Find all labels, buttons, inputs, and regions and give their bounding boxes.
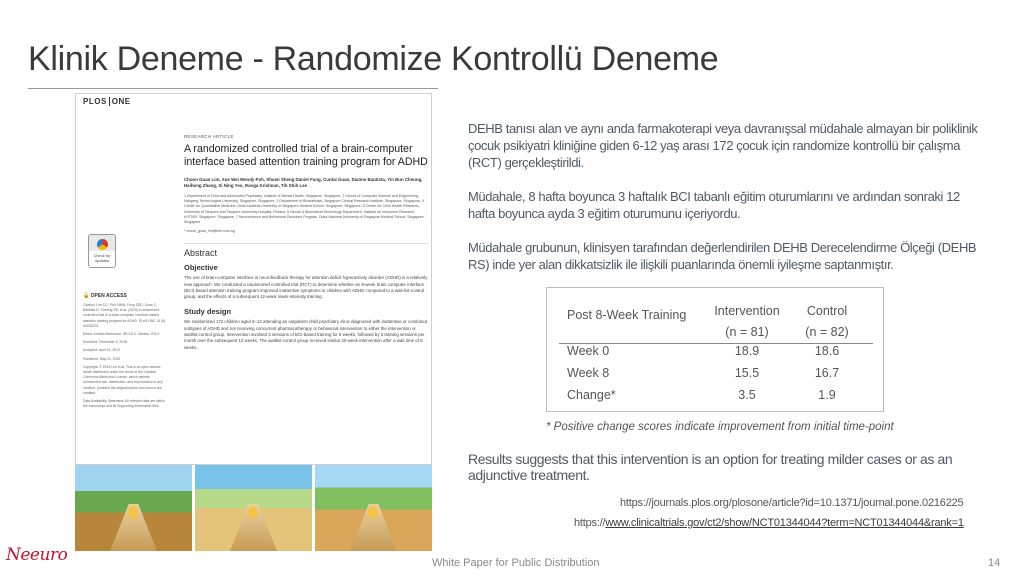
game-screenshot-3 (315, 465, 432, 551)
paper-received: Received: December 4, 2018 (83, 340, 127, 345)
paper-title: A randomized controlled trial of a brain-computer interface based attention training program for ADHD (184, 143, 428, 168)
paper-authors: Choon Guan Lim, Xue Wei Wendy Poh, Shuen Sheng Daniel Fung, Cuntai Guan, Dianne Bautista, Yin Bun Cheung, Haihong Zhang, Si Ning Yeo, Ranga Krishnan, Tih Shih Lee (184, 177, 423, 188)
paper-citation: Citation: Lim CG, Poh XWW, Fung SSD, Guan C, Bautista D, Cheung YB, et al. (2019) A randomized controlled trial of a brain-computer interface based attention training program for ADHD. PLoS ONE 14 (5): e0216225. (83, 303, 167, 328)
paper-study-design-heading: Study design (184, 307, 232, 317)
table-row (547, 344, 883, 366)
paragraph-study: DEHB tanısı alan ve aynı anda farmakoterapi veya davranışsal müdahale almayan bir poliklinik çocuk psikiyatri kliniğine giden 6-12 yaş arası 172 çocuk için randomize kontrollü bir çalışma (RCT) gerçekleştirildi. (468, 121, 978, 170)
row-intervention: 3.5 (738, 388, 756, 402)
results-summary: Results suggests that this intervention is an option for treating milder cases or as an adjunctive treatment. (468, 451, 953, 483)
control-label: Control (806, 304, 848, 318)
row-control: 18.6 (814, 344, 840, 358)
paper-published: Published: May 21, 2019 (83, 356, 121, 361)
row-label: Change* (567, 388, 616, 402)
paper-objective-text: The use of brain-computer interface in neurofeedback therapy for attention deficit hyperactivity disorder (ADHD) is a relatively new approach. We conducted a randomized controlled trial (RCT) to determine whether an 8-week brain computer interface (BCI)-based attention training program improved inattentive symptoms in children with ADHD compared to a wait-list-control group, and the effects of a subsequent 12-week lower-intensity training. (184, 275, 428, 300)
paper-article-type: RESEARCH ARTICLE (184, 134, 234, 139)
game-screenshot-2 (195, 465, 312, 551)
paper-copyright: Copyright: © 2019 Lim et al. This is an open access article distributed under the terms of the Creative Commons Attribution License, which permits unrestricted use, distribution, and reproduction in any medium, provided the original author and source are credited. (83, 364, 163, 395)
table-footnote: * Positive change scores indicate improvement from initial time-point (546, 421, 894, 433)
open-access-label (83, 293, 127, 299)
game-screenshot-1 (75, 465, 192, 551)
row-control: 16.7 (814, 366, 840, 380)
table-header-intervention (712, 301, 782, 343)
page-number: 14 (988, 557, 1001, 569)
results-table (546, 287, 884, 412)
plos-logo-suffix: ONE (111, 97, 131, 106)
clinicaltrials-link-url[interactable]: www.clinicaltrials.gov/ct2/show/NCT01344044?term=NCT01344044&rank=1 (605, 517, 964, 529)
paragraph-intervention: Müdahale, 8 hafta boyunca 3 haftalık BCI tabanlı eğitim oturumlarını ve ardından sonraki 12 hafta boyunca ayda 3 eğitim oturumunu içeriyordu. (468, 189, 960, 221)
control-n: (n = 82) (805, 325, 849, 339)
footer-text: White Paper for Public Distribution (432, 557, 600, 569)
paragraph-findings: Müdahale grubunun, klinisyen tarafından değerlendirilen DEHB Derecelendirme Ölçeği (DEHB RS) inde yer alan dikkatsizlik ile ilişkili puanlarında önemli iyileşme saptanmıştır. (468, 240, 977, 272)
table-row (547, 366, 883, 388)
paper-main (184, 134, 429, 351)
row-intervention: 15.5 (734, 366, 760, 380)
row-intervention: 18.9 (734, 344, 760, 358)
table-row (547, 388, 883, 410)
paper-thumbnail (75, 93, 432, 465)
row-label: Week 8 (567, 366, 610, 380)
paper-study-design-text: We randomized 172 children aged 6–12 attending an outpatient child psychiatry clinic diagnosed with inattentive or combined subtypes of ADHD and not receiving concurrent pharmacotherapy or behavioral intervention to either the intervention or waitlist-control group. Intervention involved 3 sessions of BCI-based training for 8 weeks, followed by 3 training sessions per month over the subsequent 12 weeks. The waitlist-control group received similar 20-week intervention after a wait time of 8 weeks. (184, 319, 428, 350)
open-access-text: OPEN ACCESS (90, 293, 127, 299)
plos-link[interactable]: https://journals.plos.org/plosone/article?id=10.1371/journal.pone.0216225 (620, 497, 964, 509)
paper-editor: Editor: Andrea Martinuzzi, IRCCS E. Medea, ITALY (83, 332, 160, 337)
clinicaltrials-link[interactable] (574, 517, 964, 529)
table-header-control (792, 301, 862, 343)
clinicaltrials-link-prefix: https:// (574, 517, 606, 529)
paper-abstract-heading: Abstract (184, 243, 429, 258)
plos-logo (83, 97, 166, 106)
row-control: 1.9 (818, 388, 836, 402)
game-screenshots (75, 465, 432, 551)
plos-logo-text: PLOS (83, 97, 107, 106)
neeuro-logo: Neeuro (6, 545, 68, 565)
paper-meta (83, 303, 167, 412)
paper-affiliations: 1 Department of Child and Adolescent Psychiatry, Institute of Mental Health, Singapore, Singapore, 2 School of Computer Science and Engineering, Nanyang Technological University, Singapore, Singapore, 3 Department of Biostatistics, Singapore Clinical Research Institute, Singapore, Singapore, 4 Center for Quantitative Medicine, Duke-National University of Singapore Medical School, Singapore, Singapore, 5 Center for Child Health Research, University of Tampere and Tampere University Hospital, Finland, 6 Neural & Biomedical Technology Department, Institute for Infocomm Research A*STAR, Singapore, Singapore, 7 Neuroscience and Behavioral Disorders Program, Duke-National University of Singapore Medical School, Singapore, Singapore (184, 194, 425, 225)
paper-email: * choon_guan_lim@imh.com.sg (184, 229, 235, 234)
paper-data-availability: Data Availability Statement: All relevant data are within the manuscript and its Supporting Information files. (83, 399, 165, 409)
slide-title: Klinik Deneme - Randomize Kontrollü Deneme (28, 40, 719, 78)
paper-accepted: Accepted: April 16, 2019 (83, 348, 120, 353)
title-divider (28, 88, 438, 89)
intervention-label: Intervention (714, 304, 780, 318)
paper-objective-heading: Objective (184, 263, 218, 273)
table-header-label: Post 8-Week Training (567, 308, 687, 322)
row-label: Week 0 (567, 344, 610, 358)
open-access-lock-icon: 🔓 (83, 293, 90, 299)
check-updates-badge: Check for updates (88, 234, 116, 268)
intervention-n: (n = 81) (725, 325, 769, 339)
